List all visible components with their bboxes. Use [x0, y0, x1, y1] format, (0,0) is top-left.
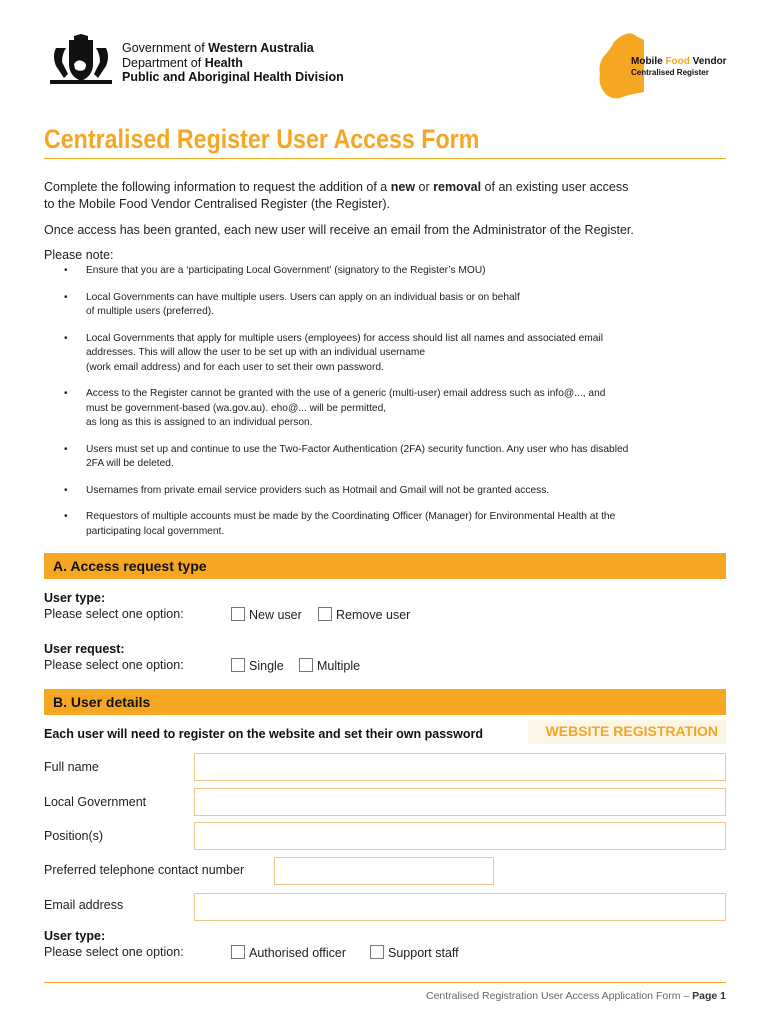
email-field[interactable] — [194, 893, 726, 921]
remove-user-checkbox[interactable] — [318, 607, 332, 621]
section-b-header: B. User details — [44, 689, 726, 715]
government-heading: Government of Western Australia Department of Health Public and Aboriginal Health Division — [122, 41, 344, 84]
section-a-header: A. Access request type — [44, 553, 726, 579]
list-item: • Access to the Register cannot be granted with the use of a generic (multi-user) email address such as info@..., and must be government-based (wa.gov.au). eho@... will be permitted, as long as this is assigned to an individual person. — [60, 387, 730, 431]
select-one-prompt: Please select one option: — [44, 658, 184, 672]
please-note-label: Please note: — [44, 248, 114, 262]
list-item: • Local Governments that apply for multiple users (employees) for access should list all names and associated email addresses. This will allow the user to be set up with an individual username (work email address) and for each user to set their own password. — [60, 332, 730, 376]
title-divider — [44, 158, 726, 159]
select-one-prompt: Please select one option: — [44, 607, 184, 621]
list-item: • Users must set up and continue to use the Two-Factor Authentication (2FA) security function. Any user who has disabled 2FA will be deleted. — [60, 443, 730, 472]
select-one-prompt: Please select one option: — [44, 945, 184, 959]
notes-list — [60, 264, 730, 551]
support-staff-option[interactable]: Support staff — [370, 945, 459, 960]
phone-label: Preferred telephone contact number — [44, 863, 245, 877]
single-checkbox[interactable] — [231, 658, 245, 672]
authorised-officer-checkbox[interactable] — [231, 945, 245, 959]
support-staff-checkbox[interactable] — [370, 945, 384, 959]
mobile-food-vendor-title: Mobile Food Vendor — [631, 56, 727, 67]
full-name-field[interactable] — [194, 753, 726, 781]
intro-line-3: Once access has been granted, each new user will receive an email from the Administrator of the Register. — [44, 223, 634, 237]
list-item: • Ensure that you are a ‘participating Local Government’ (signatory to the Register’s MOU) — [60, 264, 730, 279]
authorised-officer-option[interactable]: Authorised officer — [231, 945, 346, 960]
local-government-field[interactable] — [194, 788, 726, 816]
list-item: • Usernames from private email service providers such as Hotmail and Gmail will not be granted access. — [60, 484, 730, 499]
phone-field[interactable] — [274, 857, 494, 885]
intro-line-2: to the Mobile Food Vendor Centralised Register (the Register). — [44, 197, 391, 211]
page-footer: Centralised Registration User Access Application Form – Page 1 — [426, 990, 726, 1002]
new-user-option[interactable]: New user — [231, 607, 302, 622]
intro-line-1: Complete the following information to request the addition of a new or removal of an existing user access — [44, 180, 629, 194]
multiple-checkbox[interactable] — [299, 658, 313, 672]
register-note: Each user will need to register on the website and set their own password — [44, 727, 483, 741]
user-request-label: User request: — [44, 642, 125, 656]
single-option[interactable]: Single — [231, 658, 284, 673]
remove-user-option[interactable]: Remove user — [318, 607, 410, 622]
position-label: Position(s) — [44, 829, 104, 843]
position-field[interactable] — [194, 822, 726, 850]
full-name-label: Full name — [44, 760, 99, 774]
list-item: • Requestors of multiple accounts must be made by the Coordinating Officer (Manager) for Environmental Health at the participating local government. — [60, 510, 730, 539]
list-item: • Local Governments can have multiple users. Users can apply on an individual basis or on behalf of multiple users (preferred). — [60, 291, 730, 320]
local-government-label: Local Government — [44, 795, 147, 809]
website-registration-link[interactable]: WEBSITE REGISTRATION — [528, 720, 726, 744]
footer-divider — [44, 982, 726, 983]
page-title: Centralised Register User Access Form — [44, 124, 480, 154]
email-label: Email address — [44, 898, 124, 912]
user-type-label: User type: — [44, 929, 106, 943]
user-type-label: User type: — [44, 591, 106, 605]
multiple-option[interactable]: Multiple — [299, 658, 360, 673]
new-user-checkbox[interactable] — [231, 607, 245, 621]
wa-crest-logo — [44, 34, 118, 86]
centralised-register-subtitle: Centralised Register — [631, 68, 709, 77]
